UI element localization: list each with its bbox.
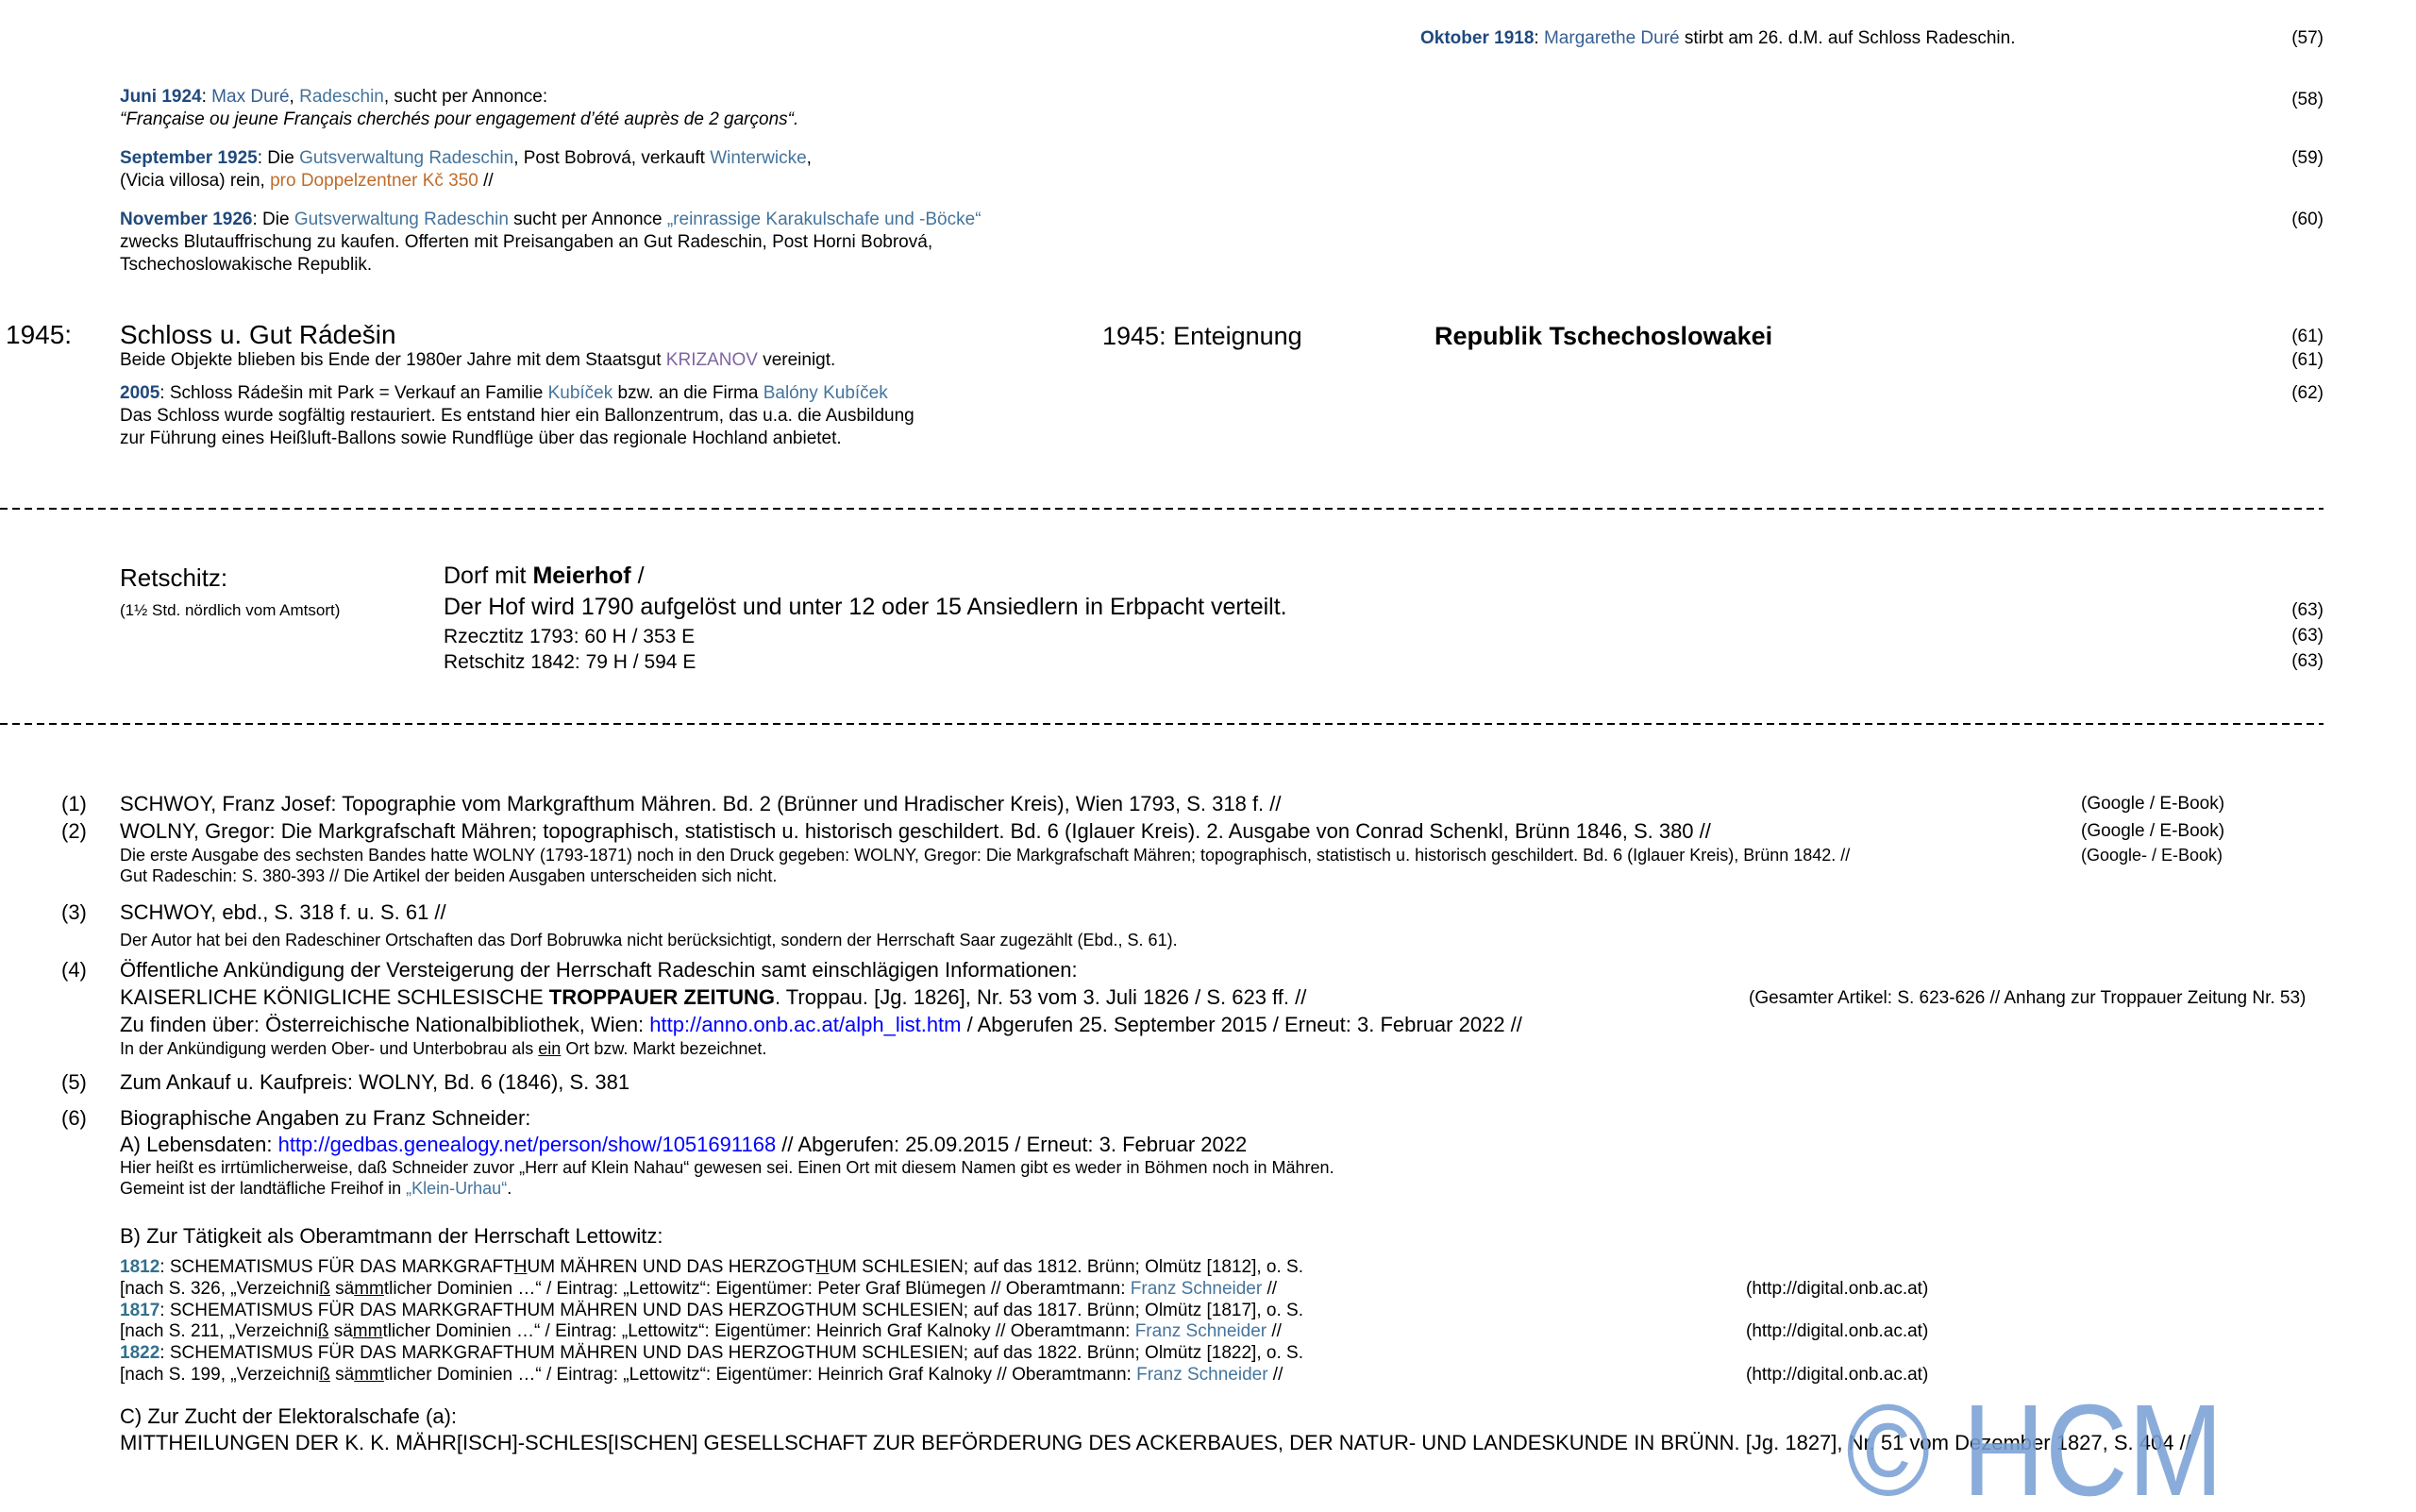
text-segment: // bbox=[1267, 1321, 1282, 1341]
village-stats-1793: Rzecztitz 1793: 60 H / 353 E bbox=[444, 626, 696, 647]
marginal-ref-59: (59) bbox=[2291, 148, 2324, 168]
text-segment: tlicher Dominien …“ / Eintrag: „Lettowitz“: Eigentümer: Heinrich Graf Kalnoky // Oberamtmann: bbox=[383, 1365, 1137, 1385]
village-stats-1842: Retschitz 1842: 79 H / 594 E bbox=[444, 651, 696, 673]
text-segment: , sucht per Annonce: bbox=[383, 87, 548, 107]
text-segment: tlicher Dominien …“ / Eintrag: „Lettowitz“: Eigentümer: Heinrich Graf Kalnoky // Oberamtmann: bbox=[382, 1321, 1135, 1341]
footnote-5-number: (5) bbox=[61, 1070, 87, 1094]
meierhof-label: Meierhof bbox=[532, 563, 631, 589]
digital-onb-note-1: (http://digital.onb.ac.at) bbox=[1746, 1279, 1929, 1299]
franz-schneider-link[interactable]: Franz Schneider bbox=[1136, 1365, 1268, 1385]
footnote-3-number: (3) bbox=[61, 900, 87, 924]
footnote-6-number: (6) bbox=[61, 1106, 87, 1130]
schematismus-1822-line2 bbox=[120, 1365, 1283, 1386]
estate-link[interactable]: Gutsverwaltung Radeschin bbox=[299, 148, 514, 168]
text-segment: sä bbox=[328, 1321, 353, 1341]
schematismus-1822-line1 bbox=[120, 1343, 1303, 1365]
village-location-note: (1½ Std. nördlich vom Amtsort) bbox=[120, 601, 341, 619]
footnote-4-line1: Öffentliche Ankündigung der Versteigerung der Herrschaft Radeschin samt einschlägigen Informationen: bbox=[120, 958, 1078, 982]
newspaper-title: TROPPAUER ZEITUNG bbox=[548, 985, 775, 1009]
text-segment: : SCHEMATISMUS FÜR DAS MARKGRAFTHUM MÄHREN UND DAS HERZOGTHUM SCHLESIEN; auf das 1822. Brünn; Olmütz [1822], o. S. bbox=[159, 1343, 1303, 1363]
quote-link[interactable]: „reinrassige Karakulschafe und -Böcke“ bbox=[666, 210, 982, 229]
footnote-6-detail-1: Hier heißt es irrtümlicherweise, daß Schneider zuvor „Herr auf Klein Nahau“ gewesen sei. Einen Ort mit diesem Namen gibt es weder in Böhmen noch in Mähren. bbox=[120, 1158, 1334, 1177]
entry-november-1926-line2: zwecks Blutauffrischung zu kaufen. Offerten mit Preisangaben an Gut Radeschin, Post Horni Bobrová, bbox=[120, 232, 933, 252]
date-label: 2005 bbox=[120, 383, 160, 403]
french-quote: “Française ou jeune Français cherchés pour engagement d’été auprès de 2 garçons“. bbox=[120, 109, 799, 129]
footnote-4-number: (4) bbox=[61, 958, 87, 982]
marginal-ref-61b: (61) bbox=[2291, 350, 2324, 370]
footnote-6-title: Biographische Angaben zu Franz Schneider: bbox=[120, 1106, 531, 1130]
text-segment: [nach S. 199, „Verzeichni bbox=[120, 1365, 320, 1385]
text-segment: , bbox=[289, 87, 300, 107]
date-label: September 1925 bbox=[120, 148, 258, 168]
text-segment: // bbox=[478, 171, 494, 191]
text-segment: [nach S. 326, „Verzeichni bbox=[120, 1279, 320, 1299]
person-name: Max Duré bbox=[211, 87, 290, 107]
text-segment: : SCHEMATISMUS FÜR DAS MARKGRAFTHUM MÄHREN UND DAS HERZOGTHUM SCHLESIEN; auf das 1817. Brünn; Olmütz [1817], o. S. bbox=[159, 1301, 1303, 1320]
dashed-divider-top bbox=[0, 508, 2324, 510]
text-segment: UM SCHLESIEN; auf das 1812. Brünn; Olmütz [1812], o. S. bbox=[829, 1257, 1304, 1277]
text-segment: Ort bzw. Markt bezeichnet. bbox=[561, 1039, 767, 1058]
footnote-6-detail-2 bbox=[120, 1179, 512, 1200]
marginal-ref-58: (58) bbox=[2291, 90, 2324, 109]
text-segment: : Schloss Rádešin mit Park = Verkauf an Familie bbox=[159, 383, 548, 403]
footnote-4-line3 bbox=[120, 1013, 1522, 1037]
schematismus-1817-line1 bbox=[120, 1301, 1303, 1322]
gedbas-url-link[interactable]: http://gedbas.genealogy.net/person/show/1051691168 bbox=[277, 1133, 777, 1156]
entry-oktober-1918 bbox=[1420, 28, 2015, 50]
text-segment: // Abgerufen: 25.09.2015 / Erneut: 3. Februar 2022 bbox=[776, 1133, 1248, 1156]
footnote-1-number: (1) bbox=[61, 792, 87, 815]
text-segment: stirbt am 26. d.M. auf Schloss Radeschin. bbox=[1679, 28, 2016, 48]
village-desc-line1 bbox=[444, 562, 645, 590]
entry-november-1926 bbox=[120, 210, 982, 231]
footnote-2-text: WOLNY, Gregor: Die Markgrafschaft Mähren; topographisch, statistisch u. historisch geschildert. Bd. 6 (Iglauer Kreis). 2. Ausgabe von Conrad Schenkl, Brünn 1846, S. 380 // bbox=[120, 819, 1711, 843]
marginal-ref-61a: (61) bbox=[2291, 327, 2324, 346]
text-segment: bzw. an die Firma bbox=[612, 383, 763, 403]
underlined-letters: mm bbox=[354, 1365, 384, 1385]
estate-krizanov-link[interactable]: KRIZANOV bbox=[665, 350, 758, 370]
text-segment: , Post Bobrová, verkauft bbox=[513, 148, 711, 168]
date-label: Oktober 1918 bbox=[1420, 28, 1535, 48]
text-segment: : bbox=[1534, 28, 1544, 48]
product-link[interactable]: Winterwicke bbox=[710, 148, 807, 168]
text-segment: A) Lebensdaten: bbox=[120, 1133, 278, 1156]
schematismus-1812-line1 bbox=[120, 1257, 1303, 1279]
text-segment: In der Ankündigung werden Ober- und Unterbobrau als bbox=[120, 1039, 539, 1058]
entry-november-1926-line3: Tschechoslowakische Republik. bbox=[120, 255, 373, 275]
footnote-6-section-b-title: B) Zur Tätigkeit als Oberamtmann der Herrschaft Lettowitz: bbox=[120, 1224, 663, 1248]
franz-schneider-link[interactable]: Franz Schneider bbox=[1134, 1321, 1267, 1341]
year-label: 1822 bbox=[120, 1343, 160, 1363]
footnote-2-detail-2: Gut Radeschin: S. 380-393 // Die Artikel der beiden Ausgaben unterscheiden sich nicht. bbox=[120, 866, 778, 885]
year-1945-label: 1945: bbox=[6, 320, 73, 349]
footnote-2-number: (2) bbox=[61, 819, 87, 843]
footnote-3-detail: Der Autor hat bei den Radeschiner Ortschaften das Dorf Bobruwka nicht berücksichtigt, sondern der Herrschaft Saar zugezählt (Ebd., S. 61). bbox=[120, 931, 1178, 949]
text-segment: : bbox=[201, 87, 212, 107]
text-segment: . bbox=[507, 1179, 512, 1198]
footnote-2-detail-1: Die erste Ausgabe des sechsten Bandes hatte WOLNY (1793-1871) noch in den Druck gegeben: WOLNY, Gregor: Die Markgrafschaft Mähren; topographisch, statistisch u. historisch geschildert. Bd. 6 (Iglauer Kreis), Brünn 1842. // bbox=[120, 846, 1851, 865]
text-segment: // bbox=[1267, 1365, 1284, 1385]
underlined-letter: ß bbox=[319, 1365, 330, 1385]
footnote-4-line2 bbox=[120, 985, 1306, 1010]
klein-urhau-link[interactable]: „Klein-Urhau“ bbox=[406, 1179, 508, 1198]
dashed-divider-bottom bbox=[0, 723, 2324, 725]
estate-link[interactable]: Gutsverwaltung Radeschin bbox=[294, 210, 509, 229]
underlined-letters: mm bbox=[354, 1279, 384, 1299]
text-segment: sä bbox=[329, 1365, 355, 1385]
entry-juni-1924 bbox=[120, 87, 547, 109]
marginal-ref-62: (62) bbox=[2291, 383, 2324, 403]
village-name: Retschitz: bbox=[120, 563, 228, 592]
underlined-letter: ß bbox=[317, 1321, 329, 1341]
family-link[interactable]: Kubíček bbox=[547, 383, 613, 403]
entry-2005-line3: zur Führung eines Heißluft-Ballons sowie Rundflüge über das regionale Hochland anbietet. bbox=[120, 428, 842, 448]
text-segment: // bbox=[1262, 1279, 1278, 1299]
footnote-6-section-c-title: C) Zur Zucht der Elektoralschafe (a): bbox=[120, 1404, 458, 1428]
underlined-letter: H bbox=[815, 1257, 830, 1277]
text-segment: / bbox=[630, 563, 645, 589]
underlined-letter: H bbox=[513, 1257, 528, 1277]
digital-onb-note-2: (http://digital.onb.ac.at) bbox=[1746, 1321, 1929, 1341]
text-segment: Gemeint ist der landtäfliche Freihof in bbox=[120, 1179, 407, 1198]
text-segment: Beide Objekte blieben bis Ende der 1980er Jahre mit dem Staatsgut bbox=[120, 350, 666, 370]
text-segment: UM MÄHREN UND DAS HERZOGT bbox=[527, 1257, 816, 1277]
franz-schneider-link[interactable]: Franz Schneider bbox=[1130, 1279, 1263, 1299]
text-segment: . Troppau. [Jg. 1826], Nr. 53 vom 3. Juli 1826 / S. 623 ff. // bbox=[774, 985, 1307, 1009]
text-segment: KAISERLICHE KÖNIGLICHE SCHLESISCHE bbox=[120, 985, 549, 1009]
entry-september-1925-line2 bbox=[120, 171, 494, 193]
event-enteignung: 1945: Enteignung bbox=[1102, 322, 1302, 350]
underlined-letter: ß bbox=[319, 1279, 330, 1299]
person-name: Margarethe Duré bbox=[1543, 28, 1680, 48]
footnote-6-lebensdaten bbox=[120, 1133, 1247, 1157]
text-segment: , bbox=[806, 148, 812, 168]
hcm-watermark: © HCM bbox=[1846, 1378, 2223, 1512]
footnote-5-text: Zum Ankauf u. Kaufpreis: WOLNY, Bd. 6 (1846), S. 381 bbox=[120, 1070, 630, 1094]
article-scope-note: (Gesamter Artikel: S. 623-626 // Anhang zur Troppauer Zeitung Nr. 53) bbox=[1749, 988, 2307, 1008]
marginal-ref-63b: (63) bbox=[2291, 626, 2324, 646]
company-link[interactable]: Balóny Kubíček bbox=[763, 383, 888, 403]
marginal-ref-60: (60) bbox=[2291, 210, 2324, 229]
footnote-3-text: SCHWOY, ebd., S. 318 f. u. S. 61 // bbox=[120, 900, 446, 924]
emphasized-word: ein bbox=[538, 1039, 562, 1058]
text-segment: (Vicia villosa) rein, bbox=[120, 171, 271, 191]
underlined-letters: mm bbox=[352, 1321, 383, 1341]
village-desc-line2: Der Hof wird 1790 aufgelöst und unter 12 oder 15 Ansiedlern in Erbpacht verteilt. bbox=[444, 594, 1287, 620]
text-segment: sä bbox=[329, 1279, 355, 1299]
text-segment: / Abgerufen 25. September 2015 / Erneut: 3. Februar 2022 // bbox=[961, 1013, 1522, 1036]
source-note-ebook-2: (Google / E-Book) bbox=[2081, 821, 2225, 841]
section-1945-subline bbox=[120, 350, 835, 372]
text-segment: Dorf mit bbox=[444, 563, 533, 589]
footnote-4-detail bbox=[120, 1039, 766, 1060]
anno-url-link[interactable]: http://anno.onb.ac.at/alph_list.htm bbox=[649, 1013, 962, 1036]
price-text: pro Doppelzentner Kč 350 bbox=[270, 171, 478, 191]
text-segment: : SCHEMATISMUS FÜR DAS MARKGRAFT bbox=[159, 1257, 514, 1277]
text-segment: vereinigt. bbox=[757, 350, 836, 370]
text-segment: : Die bbox=[252, 210, 294, 229]
text-segment: sucht per Annonce bbox=[508, 210, 667, 229]
footnote-1-text: SCHWOY, Franz Josef: Topographie vom Markgrafthum Mähren. Bd. 2 (Brünner und Hradischer Kreis), Wien 1793, S. 318 f. // bbox=[120, 792, 1282, 815]
schematismus-1812-line2 bbox=[120, 1279, 1277, 1301]
footnote-6-section-c-text: MITTHEILUNGEN DER K. K. MÄHR[ISCH]-SCHLES[ISCHEN] GESELLSCHAFT ZUR BEFÖRDERUNG DES ACKERBAUES, DER NATUR- UND LANDESKUNDE IN BRÜNN. [Jg. 1827], Nr. 51 vom Dezember 1827, S. 404 // bbox=[120, 1431, 2191, 1454]
year-label: 1812 bbox=[120, 1257, 160, 1277]
entry-september-1925 bbox=[120, 148, 812, 170]
marginal-ref-63c: (63) bbox=[2291, 651, 2324, 671]
text-segment: : Die bbox=[257, 148, 300, 168]
date-label: Juni 1924 bbox=[120, 87, 202, 107]
digital-onb-note-3: (http://digital.onb.ac.at) bbox=[1746, 1365, 1929, 1385]
entry-2005 bbox=[120, 383, 888, 405]
marginal-ref-63a: (63) bbox=[2291, 600, 2324, 620]
text-segment: Zu finden über: Österreichische Nationalbibliothek, Wien: bbox=[120, 1013, 650, 1036]
owner-state: Republik Tschechoslowakei bbox=[1434, 322, 1773, 350]
section-title: Schloss u. Gut Rádešin bbox=[120, 320, 396, 349]
text-segment: tlicher Dominien …“ / Eintrag: „Lettowitz“: Eigentümer: Peter Graf Blümegen // Oberamtmann: bbox=[383, 1279, 1131, 1299]
source-note-ebook-2b: (Google- / E-Book) bbox=[2081, 846, 2223, 865]
date-label: November 1926 bbox=[120, 210, 253, 229]
text-segment: [nach S. 211, „Verzeichni bbox=[120, 1321, 318, 1341]
year-label: 1817 bbox=[120, 1301, 160, 1320]
source-note-ebook-1: (Google / E-Book) bbox=[2081, 794, 2225, 814]
entry-2005-line2: Das Schloss wurde sogfältig restauriert. Es entstand hier ein Ballonzentrum, das u.a. die Ausbildung bbox=[120, 406, 914, 426]
marginal-ref-57: (57) bbox=[2291, 28, 2324, 48]
schematismus-1817-line2 bbox=[120, 1321, 1282, 1343]
place-link[interactable]: Radeschin bbox=[299, 87, 384, 107]
